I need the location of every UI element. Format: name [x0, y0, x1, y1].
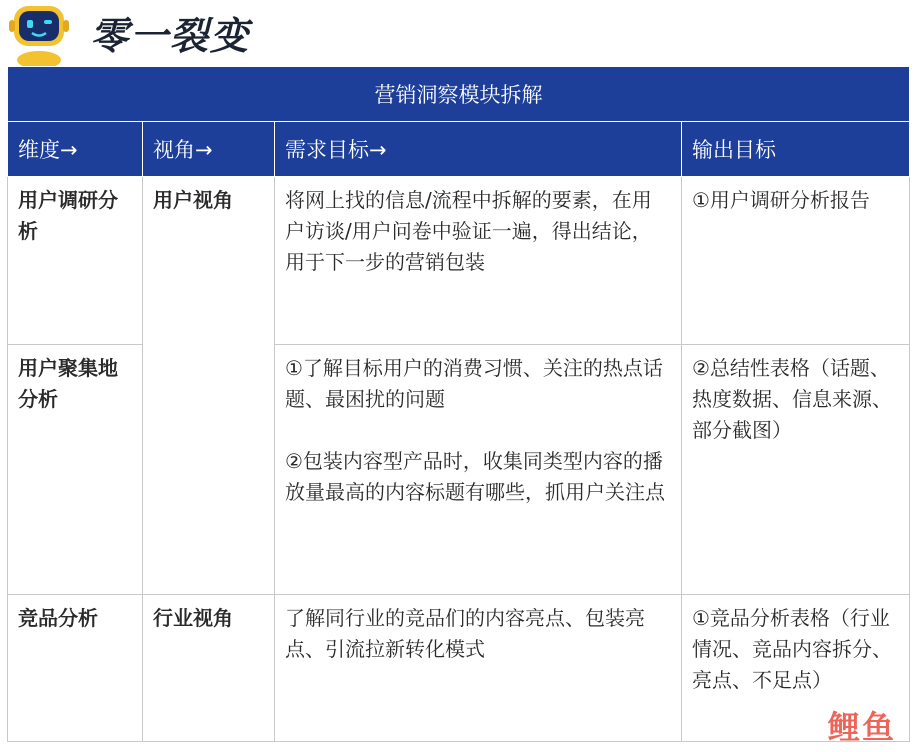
dimension-cell: 用户聚集地分析: [8, 345, 143, 595]
brand-logo: [0, 0, 300, 66]
perspective-cell: 行业视角: [143, 595, 275, 742]
goal-cell: [275, 345, 682, 595]
goal-text: ①了解目标用户的消费习惯、关注的热点话题、最困扰的问题: [285, 356, 663, 411]
goal-text: 将网上找的信息/流程中拆解的要素，在用户访谈/用户问卷中验证一遍，得出结论，用于下一步的营销包装: [285, 188, 652, 274]
goal-text: ②包装内容型产品时，收集同类型内容的播放量最高的内容标题有哪些，抓用户关注点: [285, 449, 665, 504]
brand-name: 零一裂变: [90, 14, 251, 58]
goal-text: 了解同行业的竞品们的内容亮点、包装亮点、引流拉新转化模式: [285, 606, 645, 661]
column-header-output: 输出目标: [682, 122, 910, 177]
table-row: [8, 177, 910, 345]
output-cell: ①竞品分析表格（行业情况、竞品内容拆分、亮点、不足点）: [682, 595, 910, 742]
column-header-perspective: 视角→: [143, 122, 275, 177]
table-row: [8, 595, 910, 742]
goal-cell: [275, 595, 682, 742]
column-header-dimension: 维度→: [8, 122, 143, 177]
robot-mascot-icon: [8, 2, 70, 68]
perspective-cell: 用户视角: [143, 177, 275, 595]
insight-table: [7, 66, 910, 742]
dimension-cell: 竞品分析: [8, 595, 143, 742]
output-cell: ②总结性表格（话题、热度数据、信息来源、部分截图）: [682, 345, 910, 595]
table-title: 营销洞察模块拆解: [8, 67, 910, 122]
goal-cell: [275, 177, 682, 345]
column-header-goal: 需求目标→: [275, 122, 682, 177]
watermark-logo: 鲤鱼: [827, 708, 896, 746]
dimension-cell: 用户调研分析: [8, 177, 143, 345]
output-cell: ①用户调研分析报告: [682, 177, 910, 345]
